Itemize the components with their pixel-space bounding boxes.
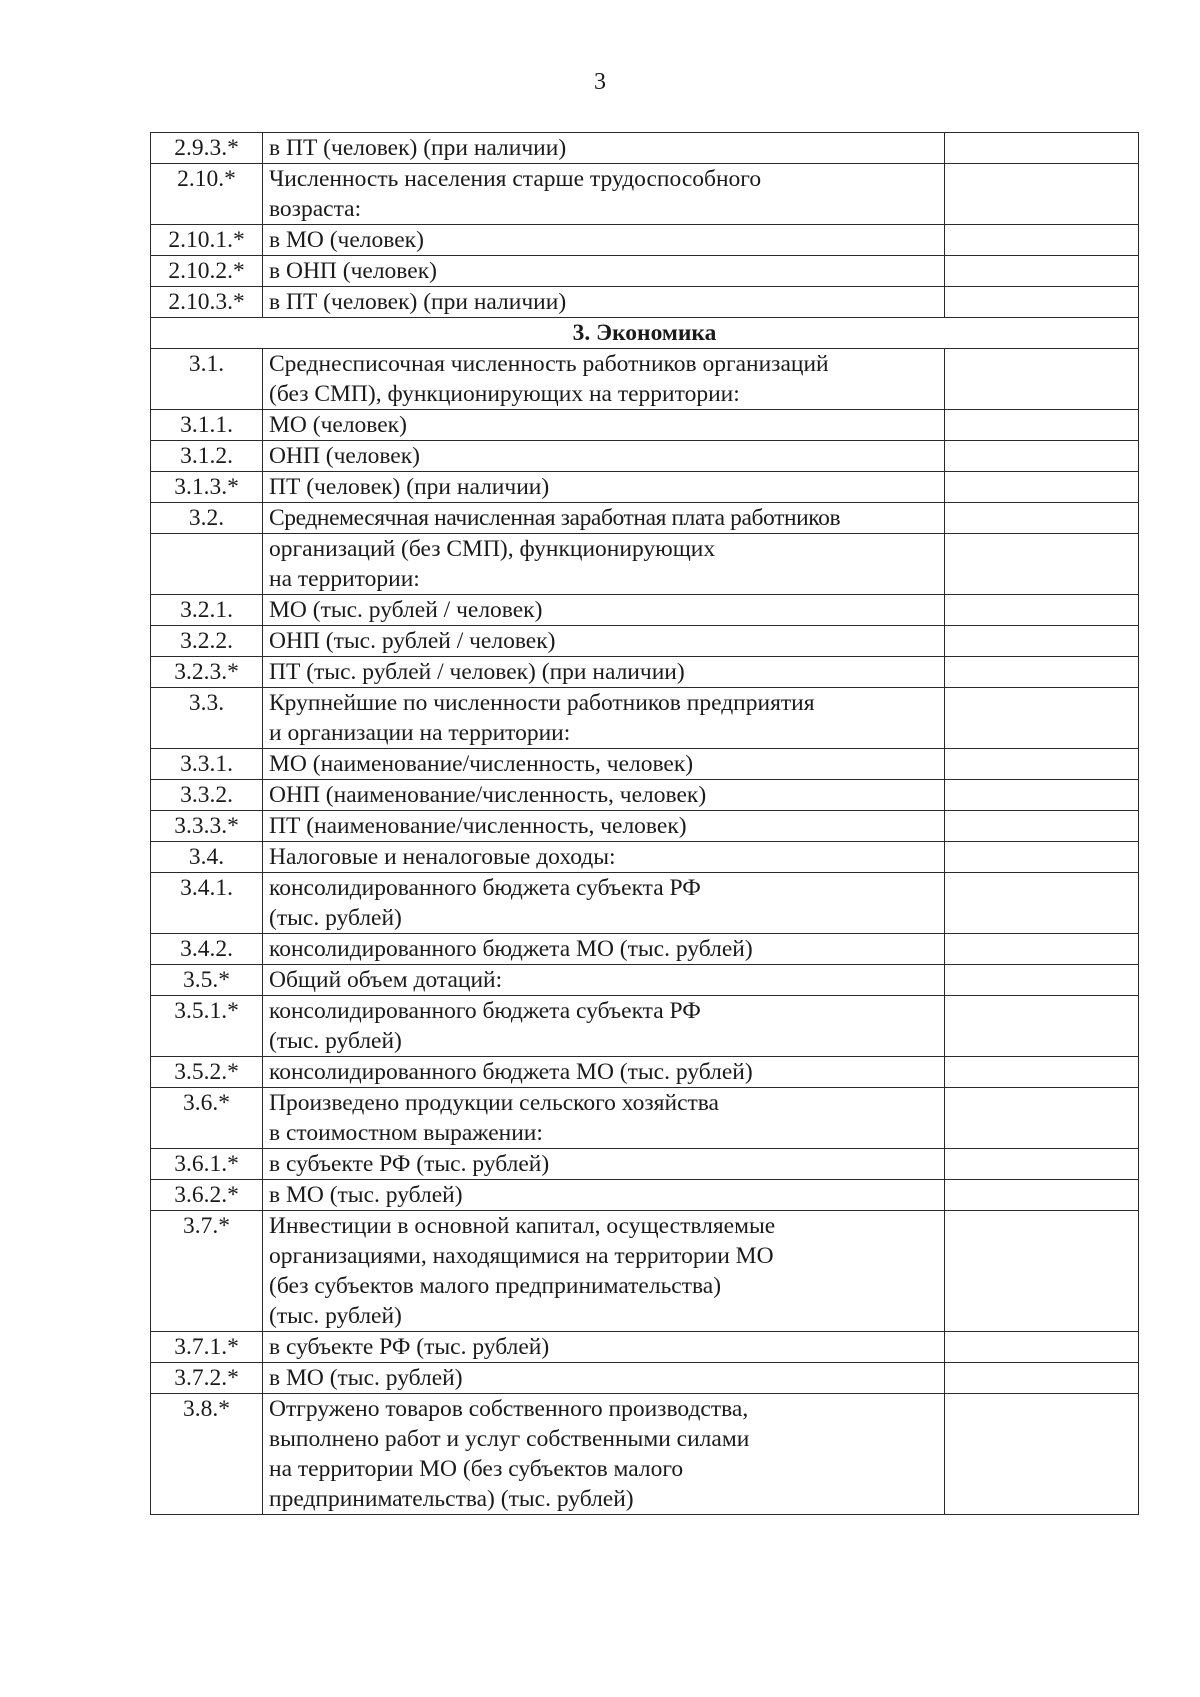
row-number: 3.7.* — [151, 1211, 263, 1332]
indicator-line: предпринимательства) (тыс. рублей) — [269, 1486, 634, 1512]
table-row — [151, 965, 1139, 996]
table-row — [151, 688, 1139, 749]
table-row — [151, 811, 1139, 842]
table-row — [151, 225, 1139, 256]
indicator-name — [263, 1394, 945, 1515]
table-row — [151, 472, 1139, 503]
value-cell[interactable] — [945, 934, 1139, 965]
indicator-name — [263, 287, 945, 318]
value-cell[interactable] — [945, 1149, 1139, 1180]
indicator-line: ОНП (человек) — [269, 443, 420, 469]
table-row — [151, 873, 1139, 934]
indicators-table — [150, 132, 1139, 1515]
indicator-name — [263, 657, 945, 688]
indicator-line: Численность населения старше трудоспособного — [269, 166, 762, 192]
indicator-name — [263, 842, 945, 873]
table-row — [151, 626, 1139, 657]
indicator-line: Среднемесячная начисленная заработная плата работников — [269, 505, 841, 531]
row-number: 3.3.3.* — [151, 811, 263, 842]
row-number: 3.3.2. — [151, 780, 263, 811]
indicator-line: (тыс. рублей) — [269, 1028, 402, 1054]
table-body — [151, 133, 1139, 1515]
row-number: 3.5.* — [151, 965, 263, 996]
table-row — [151, 1211, 1139, 1332]
indicator-line: (без субъектов малого предпринимательства) — [269, 1273, 722, 1299]
indicator-line: (тыс. рублей) — [269, 1303, 402, 1329]
indicator-line: на территории: — [269, 566, 420, 592]
row-number: 3.6.* — [151, 1088, 263, 1149]
value-cell[interactable] — [945, 287, 1139, 318]
indicator-name — [263, 595, 945, 626]
row-number: 3.6.1.* — [151, 1149, 263, 1180]
indicator-line: МО (человек) — [269, 412, 407, 438]
indicator-name — [263, 164, 945, 225]
value-cell[interactable] — [945, 811, 1139, 842]
indicator-name — [263, 1180, 945, 1211]
table-row — [151, 1149, 1139, 1180]
indicator-name — [263, 133, 945, 164]
indicator-line: организаций (без СМП), функционирующих — [269, 536, 716, 562]
value-cell[interactable] — [945, 626, 1139, 657]
indicator-name — [263, 1332, 945, 1363]
value-cell[interactable] — [945, 225, 1139, 256]
table-row — [151, 657, 1139, 688]
row-number: 3.6.2.* — [151, 1180, 263, 1211]
indicator-line: в ПТ (человек) (при наличии) — [269, 289, 567, 315]
value-cell[interactable] — [945, 965, 1139, 996]
indicator-name — [263, 873, 945, 934]
indicator-line: и организации на территории: — [269, 720, 571, 746]
value-cell[interactable] — [945, 688, 1139, 749]
indicator-line: ПТ (человек) (при наличии) — [269, 474, 550, 500]
table-row — [151, 780, 1139, 811]
row-number: 3.4.2. — [151, 934, 263, 965]
indicator-name — [263, 780, 945, 811]
indicator-line: МО (наименование/численность, человек) — [269, 751, 694, 777]
indicator-line: в субъекте РФ (тыс. рублей) — [269, 1151, 550, 1177]
row-number: 3.7.1.* — [151, 1332, 263, 1363]
table-row — [151, 349, 1139, 410]
indicator-name — [263, 1149, 945, 1180]
table-row — [151, 1394, 1139, 1515]
value-cell[interactable] — [945, 256, 1139, 287]
table-row — [151, 441, 1139, 472]
indicator-line: в МО (тыс. рублей) — [269, 1365, 463, 1391]
row-number: 3.8.* — [151, 1394, 263, 1515]
indicator-line: в ПТ (человек) (при наличии) — [269, 135, 567, 161]
value-cell[interactable] — [945, 1057, 1139, 1088]
table-row — [151, 503, 1139, 534]
row-number: 3.7.2.* — [151, 1363, 263, 1394]
indicator-line: ОНП (тыс. рублей / человек) — [269, 628, 556, 654]
section-title: 3. Экономика — [151, 318, 1139, 349]
indicator-line: на территории МО (без субъектов малого — [269, 1456, 684, 1482]
indicator-line: МО (тыс. рублей / человек) — [269, 597, 543, 623]
indicator-name — [263, 749, 945, 780]
row-number: 3.3. — [151, 688, 263, 749]
value-cell[interactable] — [945, 1363, 1139, 1394]
value-cell[interactable] — [945, 1332, 1139, 1363]
indicator-name — [263, 256, 945, 287]
indicator-name — [263, 410, 945, 441]
indicator-line: Среднесписочная численность работников организаций — [269, 351, 829, 377]
indicator-name — [263, 441, 945, 472]
indicator-line: организациями, находящимися на территории МО — [269, 1243, 774, 1269]
table-row — [151, 595, 1139, 626]
value-cell[interactable] — [945, 1394, 1139, 1515]
row-number — [151, 534, 263, 595]
page-number: 3 — [594, 69, 606, 95]
indicator-name — [263, 1088, 945, 1149]
value-cell[interactable] — [945, 441, 1139, 472]
row-number: 2.10.2.* — [151, 256, 263, 287]
value-cell[interactable] — [945, 1088, 1139, 1149]
row-number: 3.4.1. — [151, 873, 263, 934]
value-cell[interactable] — [945, 996, 1139, 1057]
indicator-name — [263, 626, 945, 657]
value-cell[interactable] — [945, 410, 1139, 441]
indicator-line: возраста: — [269, 196, 362, 222]
row-number: 2.10.1.* — [151, 225, 263, 256]
row-number: 3.2.1. — [151, 595, 263, 626]
row-number: 3.1. — [151, 349, 263, 410]
value-cell[interactable] — [945, 534, 1139, 595]
row-number: 2.10.* — [151, 164, 263, 225]
value-cell[interactable] — [945, 472, 1139, 503]
indicator-name — [263, 811, 945, 842]
indicator-line: Отгружено товаров собственного производства, — [269, 1396, 749, 1422]
value-cell[interactable] — [945, 595, 1139, 626]
indicator-name — [263, 1057, 945, 1088]
table-row — [151, 934, 1139, 965]
value-cell[interactable] — [945, 780, 1139, 811]
indicator-name — [263, 996, 945, 1057]
table-row — [151, 164, 1139, 225]
indicator-line: консолидированного бюджета МО (тыс. рублей) — [269, 936, 753, 962]
indicator-line: (тыс. рублей) — [269, 905, 402, 931]
table-row — [151, 842, 1139, 873]
indicator-line: Инвестиции в основной капитал, осуществляемые — [269, 1213, 776, 1239]
indicator-name — [263, 503, 945, 534]
table-row — [151, 749, 1139, 780]
row-number: 3.5.2.* — [151, 1057, 263, 1088]
value-cell[interactable] — [945, 749, 1139, 780]
indicator-name — [263, 934, 945, 965]
indicator-line: Произведено продукции сельского хозяйства — [269, 1090, 719, 1116]
indicator-line: в стоимостном выражении: — [269, 1120, 543, 1146]
value-cell[interactable] — [945, 657, 1139, 688]
row-number: 3.1.2. — [151, 441, 263, 472]
value-cell[interactable] — [945, 1211, 1139, 1332]
indicator-line: выполнено работ и услуг собственными силами — [269, 1426, 750, 1452]
indicator-name — [263, 349, 945, 410]
indicator-name — [263, 1211, 945, 1332]
value-cell[interactable] — [945, 133, 1139, 164]
indicator-name — [263, 688, 945, 749]
indicator-line: в МО (человек) — [269, 227, 424, 253]
row-number: 2.10.3.* — [151, 287, 263, 318]
indicator-name — [263, 965, 945, 996]
indicator-line: Крупнейшие по численности работников предприятия — [269, 690, 815, 716]
row-number: 3.2. — [151, 503, 263, 534]
indicator-name — [263, 225, 945, 256]
value-cell[interactable] — [945, 164, 1139, 225]
indicator-line: консолидированного бюджета МО (тыс. рублей) — [269, 1059, 753, 1085]
row-number: 3.3.1. — [151, 749, 263, 780]
row-number: 3.5.1.* — [151, 996, 263, 1057]
value-cell[interactable] — [945, 1180, 1139, 1211]
indicator-line: консолидированного бюджета субъекта РФ — [269, 998, 701, 1024]
indicator-name — [263, 1363, 945, 1394]
indicator-name — [263, 472, 945, 503]
row-number: 3.2.2. — [151, 626, 263, 657]
table-row — [151, 1332, 1139, 1363]
indicator-line: консолидированного бюджета субъекта РФ — [269, 875, 701, 901]
table-row — [151, 1180, 1139, 1211]
row-number: 3.2.3.* — [151, 657, 263, 688]
table-row — [151, 133, 1139, 164]
indicator-line: Налоговые и неналоговые доходы: — [269, 844, 616, 870]
table-row — [151, 410, 1139, 441]
value-cell[interactable] — [945, 873, 1139, 934]
table-row — [151, 1057, 1139, 1088]
table-row — [151, 996, 1139, 1057]
row-number: 3.1.1. — [151, 410, 263, 441]
indicator-line: в МО (тыс. рублей) — [269, 1182, 463, 1208]
value-cell[interactable] — [945, 842, 1139, 873]
table-row — [151, 1088, 1139, 1149]
row-number: 2.9.3.* — [151, 133, 263, 164]
row-number: 3.1.3.* — [151, 472, 263, 503]
indicator-line: (без СМП), функционирующих на территории: — [269, 381, 740, 407]
indicator-line: Общий объем дотаций: — [269, 967, 503, 993]
indicator-line: ПТ (тыс. рублей / человек) (при наличии) — [269, 659, 685, 685]
table-row — [151, 287, 1139, 318]
value-cell[interactable] — [945, 503, 1139, 534]
indicator-line: в ОНП (человек) — [269, 258, 437, 284]
table-row — [151, 1363, 1139, 1394]
indicator-name — [263, 534, 945, 595]
indicator-line: ОНП (наименование/численность, человек) — [269, 782, 707, 808]
indicator-line: в субъекте РФ (тыс. рублей) — [269, 1334, 550, 1360]
table-row — [151, 534, 1139, 595]
section-header-row — [151, 318, 1139, 349]
table-row — [151, 256, 1139, 287]
row-number: 3.4. — [151, 842, 263, 873]
indicator-line: ПТ (наименование/численность, человек) — [269, 813, 687, 839]
value-cell[interactable] — [945, 349, 1139, 410]
